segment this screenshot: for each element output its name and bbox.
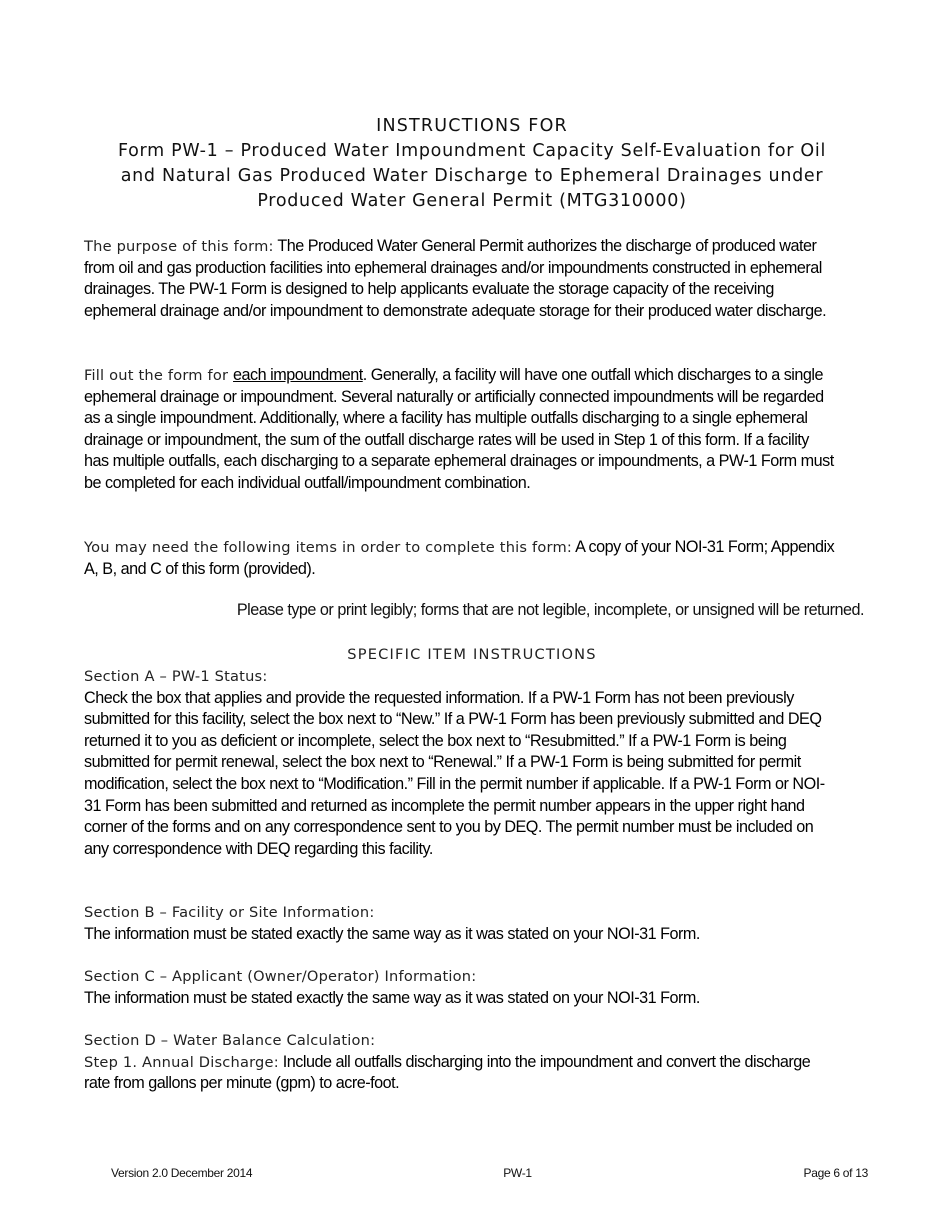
items-needed-text: A copy of your NOI-31 Form; Appendix A, B, and C of this form (provided). (84, 538, 835, 578)
section-d (84, 1030, 836, 1095)
title-line-1: INSTRUCTIONS FOR (376, 116, 568, 136)
step-1-lead: Step 1. Annual Discharge: (84, 1053, 279, 1071)
items-needed-lead: You may need the following items in order to complete this form: (84, 539, 572, 556)
specific-item-heading: SPECIFIC ITEM INSTRUCTIONS (347, 646, 597, 663)
fill-out-paragraph (84, 365, 836, 495)
section-a (84, 666, 836, 860)
title-line-3: and Natural Gas Produced Water Discharge to Ephemeral Drainages under (120, 166, 824, 186)
fill-out-lead: Fill out the form for (84, 367, 234, 384)
purpose-paragraph (84, 236, 836, 322)
section-c (84, 966, 836, 1009)
purpose-text: The Produced Water General Permit authorizes the discharge of produced water from oil and gas production facilities into ephemeral drainages and/or impoundments constructed in ephemeral drainages. The PW-1 Form is designed to help applicants evaluate the storage capacity of the receiving ephemeral drainage and/or impoundment to demonstrate adequate storage for their produced water discharge. (84, 237, 827, 320)
section-a-heading: Section A – PW-1 Status: (84, 668, 268, 685)
title-line-2: Form PW-1 – Produced Water Impoundment Capacity Self-Evaluation for Oil (117, 141, 827, 161)
section-a-text: Check the box that applies and provide the requested information. If a PW-1 Form has not been previously submitted for this facility, select the box next to “New.” If a PW-1 Form has been previously submitted and DEQ returned it to you as deficient or incomplete, select the box next to “Resubmitted.” If a PW-1 Form is being submitted for permit renewal, select the box next to “Renewal.” If a PW-1 Form is being submitted for permit modification, select the box next to “Modification.” Fill in the permit number if applicable. If a PW-1 Form or NOI-31 Form has been submitted and returned as incomplete the permit number appears in the upper right hand corner of the forms and on any correspondence sent to you by DEQ. The permit number must be included on any correspondence with DEQ regarding this facility. (84, 688, 825, 858)
legibility-note: Please type or print legibly; forms that are not legible, incomplete, or unsigned will be returned. (236, 601, 864, 619)
each-impoundment-text: each impoundment (233, 366, 363, 384)
section-b-heading: Section B – Facility or Site Information: (84, 904, 375, 921)
section-c-text: The information must be stated exactly the same way as it was stated on your NOI-31 Form. (84, 988, 700, 1007)
purpose-lead: The purpose of this form: (84, 238, 274, 255)
title-line-4: Produced Water General Permit (MTG310000) (257, 191, 687, 211)
fill-out-text: . Generally, a facility will have one outfall which discharges to a single ephemeral drainage or impoundment. Several naturally or artificially connected impoundments will be regarded as a single impoundment. Additionally, where a facility has multiple outfalls discharging to a single ephemeral drainage or impoundment, the sum of the outfall discharge rates will be used in Step 1 of this form. If a facility has multiple outfalls, each discharging to a separate ephemeral drainages or impoundments, a PW-1 Form must be completed for each individual outfall/impoundment combination. (84, 366, 834, 492)
section-b-text: The information must be stated exactly the same way as it was stated on your NOI-31 Form. (84, 924, 700, 943)
items-needed-paragraph (84, 537, 839, 580)
section-b (84, 902, 836, 945)
step-1-text: Include all outfalls discharging into the impoundment and convert the discharge rate from gallons per minute (gpm) to acre-foot. (84, 1052, 811, 1093)
footer-form-id: PW-1 (503, 1166, 532, 1180)
section-c-heading: Section C – Applicant (Owner/Operator) Information: (84, 968, 477, 985)
footer-page-number: Page 6 of 13 (803, 1166, 868, 1180)
footer-version: Version 2.0 December 2014 (111, 1166, 253, 1180)
section-d-heading: Section D – Water Balance Calculation: (84, 1032, 376, 1049)
document-title (84, 114, 860, 214)
